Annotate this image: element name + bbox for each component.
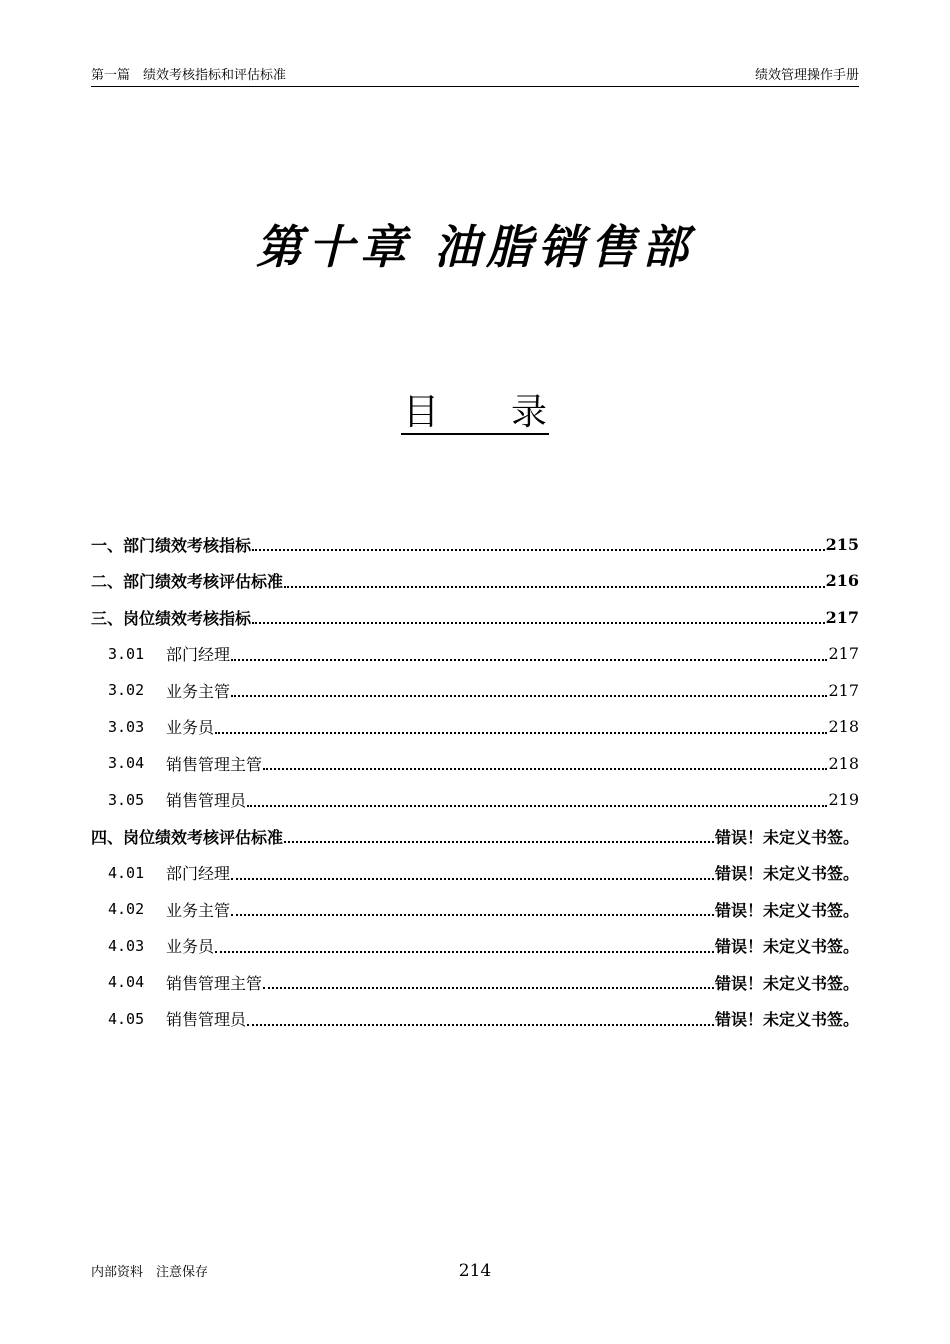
toc-entry-page: 错误！未定义书签。 xyxy=(714,937,859,957)
header-section-title: 第一篇 绩效考核指标和评估标准 xyxy=(91,68,287,83)
toc-entry-label: 二、部门绩效考核评估标准 xyxy=(91,572,284,592)
toc-entry-page: 218 xyxy=(828,753,859,773)
toc-dot-leader xyxy=(284,821,714,843)
toc-entry-page: 218 xyxy=(828,717,859,737)
header-manual-title: 绩效管理操作手册 xyxy=(754,68,859,83)
toc-entry[interactable] xyxy=(91,891,859,928)
toc-entry[interactable] xyxy=(91,1001,859,1038)
toc-dot-leader xyxy=(252,602,825,624)
toc-dot-leader xyxy=(284,566,825,588)
toc-entry-page: 错误！未定义书签。 xyxy=(714,1010,859,1030)
toc-entry[interactable] xyxy=(91,782,859,819)
toc-entry[interactable] xyxy=(91,855,859,892)
toc-entry-page: 216 xyxy=(825,571,859,591)
toc-entry-label: 业务主管 xyxy=(166,900,231,920)
chapter-title: 第十章 油脂销售部 xyxy=(255,220,694,274)
toc-dot-leader xyxy=(231,639,827,661)
toc-entry[interactable] xyxy=(91,745,859,782)
toc-entry-number: 4.05 xyxy=(108,1009,145,1028)
toc-entry-label: 销售管理员 xyxy=(166,1010,247,1030)
toc-entry-page: 217 xyxy=(825,607,859,627)
toc-entry[interactable] xyxy=(91,818,859,855)
toc-dot-leader xyxy=(247,785,827,807)
toc-entry[interactable] xyxy=(91,964,859,1001)
toc-entry-number: 4.01 xyxy=(108,863,145,882)
toc-entry-label: 销售管理主管 xyxy=(166,754,263,774)
toc-entry-label: 部门经理 xyxy=(166,864,231,884)
toc-entry-page: 错误！未定义书签。 xyxy=(714,973,859,993)
toc-entry-label: 部门经理 xyxy=(166,645,231,665)
toc-entry-label: 四、岗位绩效考核评估标准 xyxy=(91,827,284,847)
toc-entry-label: 业务员 xyxy=(166,718,215,738)
page-number: 214 xyxy=(458,1261,492,1281)
toc-entry-page: 217 xyxy=(828,644,859,664)
toc-dot-leader xyxy=(231,675,827,697)
toc-entry-label: 销售管理员 xyxy=(166,791,247,811)
toc-entry-label: 业务员 xyxy=(166,937,215,957)
toc-entry-number: 3.01 xyxy=(108,644,145,663)
toc-entry-label: 三、岗位绩效考核指标 xyxy=(91,608,252,628)
toc-dot-leader xyxy=(215,712,827,734)
toc-entry-number: 3.02 xyxy=(108,681,145,700)
page-header xyxy=(91,66,859,87)
toc-entry[interactable] xyxy=(91,928,859,965)
toc-entry-number: 3.05 xyxy=(108,790,145,809)
toc-entry[interactable] xyxy=(91,563,859,600)
toc-entry[interactable] xyxy=(91,672,859,709)
toc-entry[interactable] xyxy=(91,526,859,563)
toc-dot-leader xyxy=(263,967,714,989)
toc-dot-leader xyxy=(231,894,714,916)
footer-note: 内部资料 注意保存 xyxy=(91,1265,209,1280)
toc-entry-label: 销售管理主管 xyxy=(166,973,263,993)
toc-entry-number: 4.03 xyxy=(108,936,145,955)
toc-entry-page: 错误！未定义书签。 xyxy=(714,900,859,920)
toc-entry-number: 3.04 xyxy=(108,754,145,773)
toc-entry-page: 215 xyxy=(825,534,859,554)
toc-dot-leader xyxy=(252,529,825,551)
toc-dot-leader xyxy=(247,1004,714,1026)
toc-entry-page: 错误！未定义书签。 xyxy=(714,864,859,884)
toc-dot-leader xyxy=(215,931,714,953)
toc-entry[interactable] xyxy=(91,709,859,746)
toc-entry-page: 219 xyxy=(828,790,859,810)
toc-heading-text: 目 录 xyxy=(402,392,547,433)
table-of-contents xyxy=(91,526,859,1037)
toc-entry-page: 错误！未定义书签。 xyxy=(714,827,859,847)
toc-heading xyxy=(0,388,950,438)
toc-entry[interactable] xyxy=(91,636,859,673)
toc-entry-label: 业务主管 xyxy=(166,681,231,701)
toc-entry-number: 3.03 xyxy=(108,717,145,736)
toc-entry-page: 217 xyxy=(828,680,859,700)
toc-dot-leader xyxy=(263,748,827,770)
toc-entry-number: 4.04 xyxy=(108,973,145,992)
toc-entry-label: 一、部门绩效考核指标 xyxy=(91,535,252,555)
toc-dot-leader xyxy=(231,858,714,880)
toc-entry[interactable] xyxy=(91,599,859,636)
toc-entry-number: 4.02 xyxy=(108,900,145,919)
